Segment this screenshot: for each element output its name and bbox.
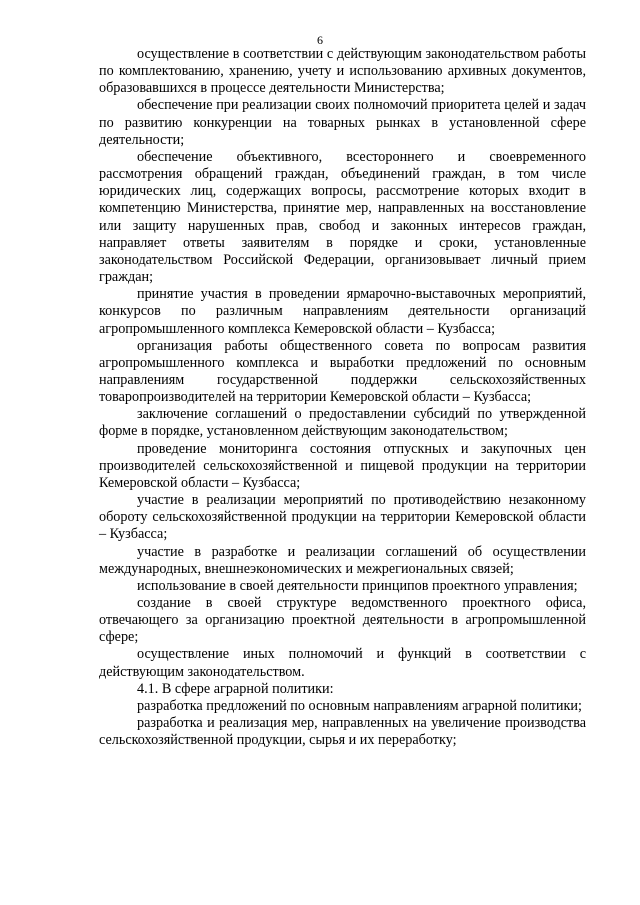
paragraph: разработка и реализация мер, направленных на увеличение производства сельскохозяйственной продукции, сырья и их переработку; <box>99 715 586 749</box>
paragraph: участие в разработке и реализации соглашений об осуществлении международных, внешнеэкономических и межрегиональных связей; <box>99 543 586 577</box>
paragraph: проведение мониторинга состояния отпускных и закупочных цен производителей сельскохозяйственной и пищевой продукции на территории Кемеровской области – Кузбасса; <box>99 440 586 491</box>
page-number: 6 <box>317 33 323 47</box>
paragraph: принятие участия в проведении ярмарочно-выставочных мероприятий, конкурсов по различным направлениям деятельности организаций агропромышленного комплекса Кемеровской области – Кузбасса; <box>99 286 586 337</box>
paragraph: осуществление иных полномочий и функций в соответствии с действующим законодательством. <box>99 646 586 680</box>
paragraph: заключение соглашений о предоставлении субсидий по утвержденной форме в порядке, установленном действующим законодательством; <box>99 406 586 440</box>
paragraph: обеспечение при реализации своих полномочий приоритета целей и задач по развитию конкуренции на товарных рынках в установленной сфере деятельности; <box>99 97 586 148</box>
paragraph: разработка предложений по основным направлениям аграрной политики; <box>137 697 582 714</box>
paragraph: организация работы общественного совета по вопросам развития агропромышленного комплекса и выработки предложений по основным направлениям государственной поддержки сельскохозяйственных товаропроизводителей на территории Кемеровской области – Кузбасса; <box>99 337 586 406</box>
paragraph: участие в реализации мероприятий по противодействию незаконному обороту сельскохозяйственной продукции на территории Кемеровской области – Кузбасса; <box>99 492 586 543</box>
paragraph: использование в своей деятельности принципов проектного управления; <box>137 577 578 594</box>
section-heading: 4.1. В сфере аграрной политики: <box>137 680 334 697</box>
document-body <box>99 46 586 749</box>
paragraph: создание в своей структуре ведомственного проектного офиса, отвечающего за организацию проектной деятельности в агропромышленной сфере; <box>99 595 586 646</box>
paragraph: осуществление в соответствии с действующим законодательством работы по комплектованию, хранению, учету и использованию архивных документов, образовавшихся в процессе деятельности Министерства; <box>99 46 586 97</box>
paragraph: обеспечение объективного, всестороннего и своевременного рассмотрения обращений граждан, объединений граждан, в том числе юридических лиц, содержащих вопросы, рассмотрение которых входит в компетенцию Министерства, принятие мер, направленных на восстановление или защиту нарушенных прав, свобод и законных интересов граждан, направляет ответы заявителям в порядке и сроки, установленные законодательством Российской Федерации, организовывает личный прием граждан; <box>99 148 586 286</box>
